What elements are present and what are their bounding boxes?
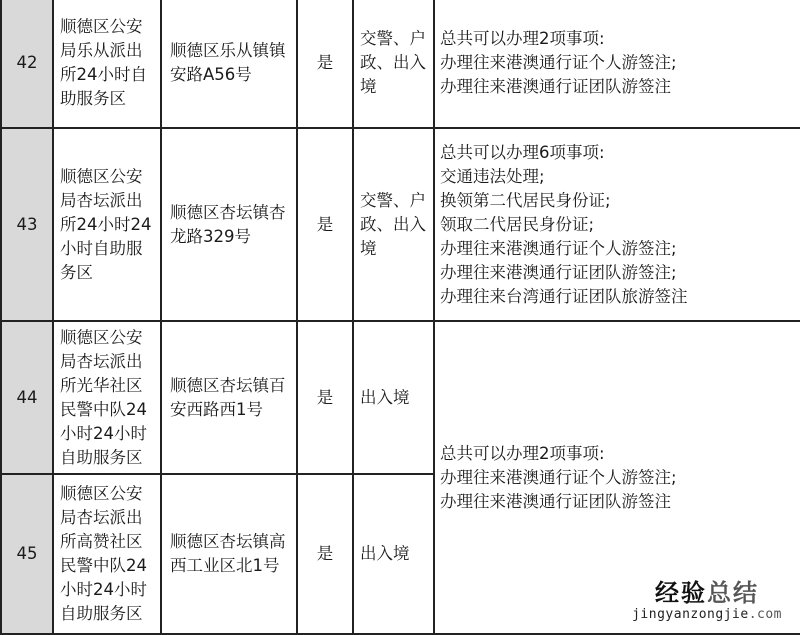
is-24h-value: 是 bbox=[297, 128, 353, 321]
is-24h-value: 是 bbox=[297, 321, 353, 474]
watermark-title: 经验总结 bbox=[655, 579, 760, 607]
row-number: 44 bbox=[1, 321, 53, 474]
service-area-name: 顺德区公安 局乐从派出 所24小时自 助服务区 bbox=[53, 0, 161, 128]
is-24h-value: 是 bbox=[297, 474, 353, 634]
service-area-name: 顺德区公安 局杏坛派出 所光华社区 民警中队24 小时24小时 自助服务区 bbox=[53, 321, 161, 474]
service-area-name: 顺德区公安 局杏坛派出 所24小时24 小时自助服 务区 bbox=[53, 128, 161, 321]
departments: 交警、户 政、出入 境 bbox=[353, 0, 434, 128]
departments: 交警、户 政、出入 境 bbox=[353, 128, 434, 321]
service-area-address: 顺德区杏坛镇百 安西路西1号 bbox=[161, 321, 297, 474]
service-items-merged: 总共可以办理2项事项: 办理往来港澳通行证个人游签注; 办理往来港澳通行证团队游签注 bbox=[434, 321, 800, 634]
row-number: 42 bbox=[1, 0, 53, 128]
is-24h-value: 是 bbox=[297, 0, 353, 128]
service-area-name: 顺德区公安 局杏坛派出 所高赞社区 民警中队24 小时24小时 自助服务区 bbox=[53, 474, 161, 634]
service-items: 总共可以办理2项事项: 办理往来港澳通行证个人游签注; 办理往来港澳通行证团队游签注 bbox=[434, 0, 800, 128]
table-row bbox=[1, 321, 800, 474]
departments: 出入境 bbox=[353, 321, 434, 474]
watermark-url: jingyanzongjie.com bbox=[632, 607, 782, 622]
departments: 出入境 bbox=[353, 474, 434, 634]
service-area-address: 顺德区杏坛镇高 西工业区北1号 bbox=[161, 474, 297, 634]
row-number: 43 bbox=[1, 128, 53, 321]
table-row bbox=[1, 128, 800, 321]
service-area-address: 顺德区乐从镇镇 安路A56号 bbox=[161, 0, 297, 128]
table-row bbox=[1, 0, 800, 128]
row-number: 45 bbox=[1, 474, 53, 634]
service-items: 总共可以办理6项事项: 交通违法处理; 换领第二代居民身份证; 领取二代居民身份证; 办理往来港澳通行证个人游签注; 办理往来港澳通行证团队游签注; 办理往来台湾通行证团队旅游签注 bbox=[434, 128, 800, 321]
service-area-address: 顺德区杏坛镇杏 龙路329号 bbox=[161, 128, 297, 321]
